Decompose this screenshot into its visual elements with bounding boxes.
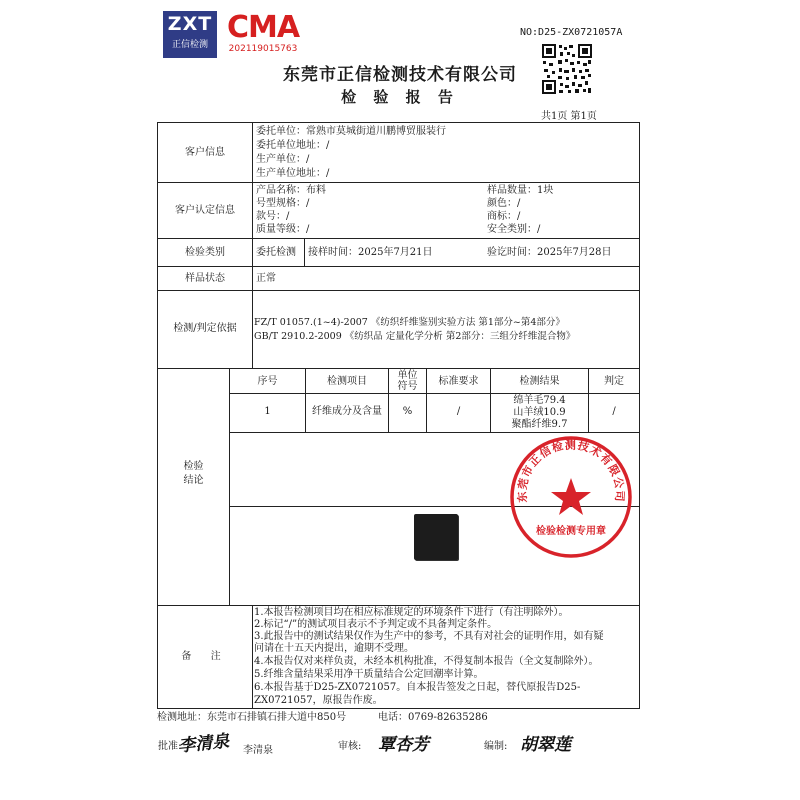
remarks-label: 备 注 xyxy=(181,651,229,662)
seal-ring-text: 东莞市正信检测技术有限公司 xyxy=(515,438,627,504)
approver-signature: 李清泉 xyxy=(177,731,231,757)
editor-label: 编制: xyxy=(484,741,508,752)
official-seal-stamp xyxy=(508,434,634,560)
row-requirement: / xyxy=(456,406,461,417)
remark-6: 6.本报告基于D25-ZX0721057。自本报告签发之日起，替代原报告D25- xyxy=(254,682,581,693)
zxt-logo-subtext: 正信检测 xyxy=(171,40,208,50)
remark-3: 3.此报告中的测试结果仅作为生产中的参考，不具有对社会的证明作用，如有疑 xyxy=(254,631,604,642)
client-name: 委托单位：常熟市莫城街道川鹏博贸服装行 xyxy=(256,126,446,137)
reviewer-signature: 覃杏芳 xyxy=(378,735,429,755)
style-number: 款号：/ xyxy=(256,211,290,222)
row-result-1: 绵羊毛79.4 xyxy=(513,395,566,406)
zxt-logo-text: ZXT xyxy=(167,13,213,35)
document-title: 检 验 报 告 xyxy=(341,88,459,106)
cma-logo xyxy=(224,12,302,56)
conclusion-label-2: 结论 xyxy=(183,475,204,486)
quality-grade: 质量等级：/ xyxy=(256,224,310,235)
sample-color: 颜色：/ xyxy=(487,198,521,209)
editor-signature: 胡翠莲 xyxy=(520,735,571,755)
approver-name: 李清泉 xyxy=(243,745,273,756)
reviewer-label: 审核: xyxy=(338,741,362,752)
header-judgement: 判定 xyxy=(604,376,624,387)
row-judgement: / xyxy=(612,406,616,417)
report-number: NO:D25-ZX0721057A xyxy=(520,27,623,38)
product-name: 产品名称：布料 xyxy=(256,185,326,196)
basis-label: 检测/判定依据 xyxy=(173,323,237,334)
header-item: 检测项目 xyxy=(327,376,367,387)
remark-4: 4.本报告仅对来样负责，未经本机构批准，不得复制本报告（全文复制除外）。 xyxy=(254,656,599,667)
header-no: 序号 xyxy=(257,376,278,387)
row-item: 纤维成分及含量 xyxy=(312,406,382,417)
phone-number: 电话：0769-82635286 xyxy=(378,712,488,723)
manufacturer: 生产单位：/ xyxy=(256,154,310,165)
zxt-logo xyxy=(163,11,217,58)
trademark: 商标：/ xyxy=(487,211,521,222)
finished-date: 验讫时间：2025年7月28日 xyxy=(487,247,612,258)
row-result-2: 山羊绒10.9 xyxy=(513,407,566,418)
conclusion-label-1: 检验 xyxy=(183,461,204,472)
fabric-sample-image xyxy=(414,514,458,560)
sample-info-label: 客户认定信息 xyxy=(175,205,235,216)
remark-1: 1.本报告检测项目均在相应标准规定的环境条件下进行（有注明除外）。 xyxy=(254,607,569,618)
header-result: 检测结果 xyxy=(519,376,560,387)
received-date: 接样时间：2025年7月21日 xyxy=(308,247,433,258)
sample-state: 正常 xyxy=(256,273,276,284)
remark-6-cont: ZX0721057，原报告作废。 xyxy=(254,695,383,706)
row-unit: % xyxy=(402,406,413,417)
test-address: 检测地址：东莞市石排镇石排大道中850号 xyxy=(157,712,347,723)
row-no: 1 xyxy=(264,406,271,417)
remark-2: 2.标记“/”的测试项目表示不予判定或不具备判定条件。 xyxy=(254,619,498,630)
page-info: 共1页 第1页 xyxy=(541,111,597,122)
client-address: 委托单位地址：/ xyxy=(256,140,330,151)
inspection-type: 委托检测 xyxy=(256,247,296,258)
sample-state-label: 样品状态 xyxy=(185,273,225,284)
row-result-3: 聚酯纤维9.7 xyxy=(511,419,568,430)
sample-quantity: 样品数量：1块 xyxy=(487,185,554,196)
remark-5: 5.纤维含量结果采用净干质量结合公定回潮率计算。 xyxy=(254,669,484,680)
safety-category: 安全类别：/ xyxy=(487,224,541,235)
manufacturer-address: 生产单位地址：/ xyxy=(256,168,330,179)
company-name: 东莞市正信检测技术有限公司 xyxy=(283,65,517,85)
model-spec: 号型规格：/ xyxy=(256,198,310,209)
cma-number: 202119015763 xyxy=(228,44,298,54)
header-requirement: 标准要求 xyxy=(438,376,479,387)
seal-bottom-text: 检验检测专用章 xyxy=(536,526,606,537)
client-info-label: 客户信息 xyxy=(185,147,225,158)
basis-standard-1: FZ/T 01057.(1~4)-2007 《纺织纤维鉴别实验方法 第1部分~第4部分》 xyxy=(254,317,565,328)
basis-standard-2: GB/T 2910.2-2009 《纺织品 定量化学分析 第2部分：三组分纤维混合物》 xyxy=(254,331,576,342)
header-unit: 单位 xyxy=(397,370,418,381)
inspection-type-label: 检验类别 xyxy=(185,247,225,258)
header-symbol: 符号 xyxy=(397,381,418,392)
cma-mark: CMA xyxy=(226,10,300,45)
remark-3-cont: 问请在十五天内提出，逾期不受理。 xyxy=(254,643,414,654)
approver-label: 批准: xyxy=(158,741,182,752)
